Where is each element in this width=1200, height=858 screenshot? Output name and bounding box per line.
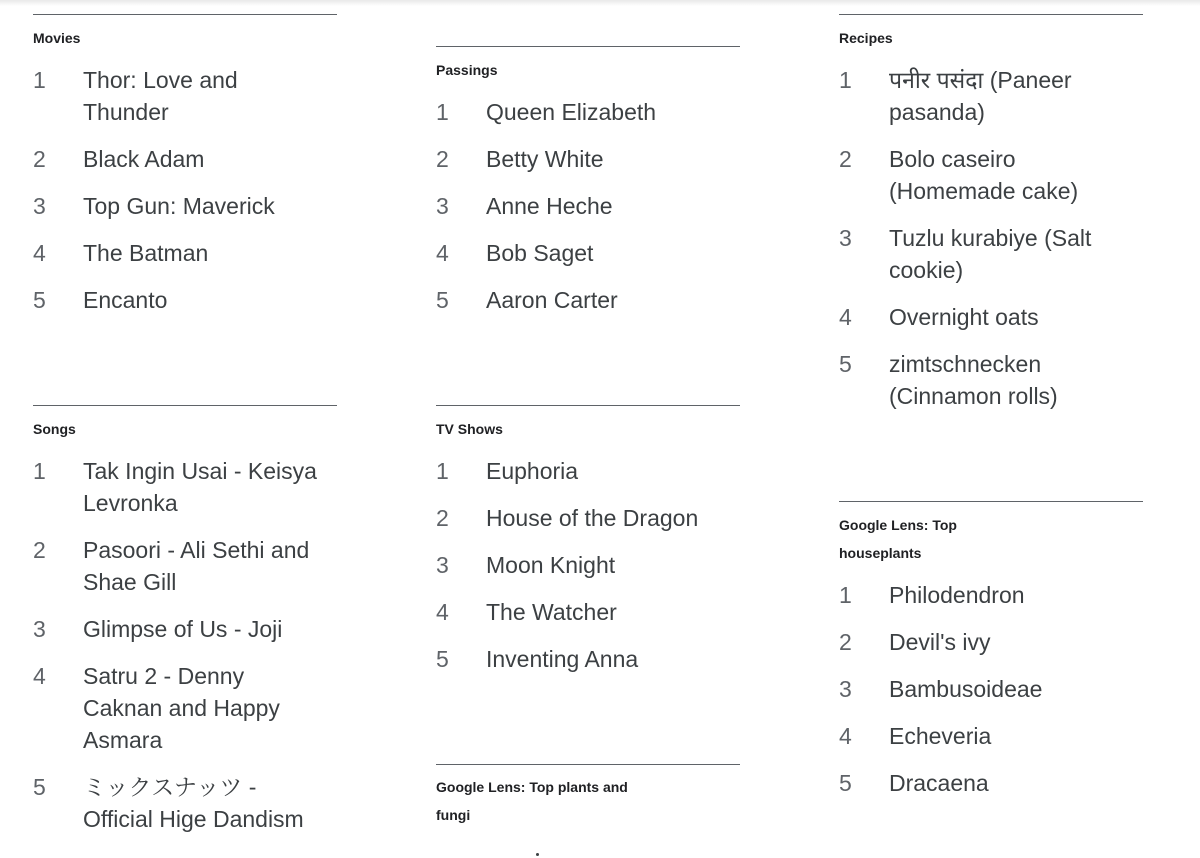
section-title: Movies <box>33 30 81 46</box>
list-item <box>839 348 1143 412</box>
section-divider <box>436 46 740 47</box>
item-name: The Batman <box>83 240 209 266</box>
movies-list <box>33 64 337 316</box>
section-divider <box>436 764 740 765</box>
list-item <box>436 237 740 269</box>
item-rank: 1 <box>436 458 449 484</box>
item-name: Betty White <box>486 146 604 172</box>
list-item <box>33 143 337 175</box>
item-name: Overnight oats <box>889 304 1039 330</box>
item-name: zimtschnecken (Cinnamon rolls) <box>889 351 1058 409</box>
section-title: Songs <box>33 421 76 437</box>
item-rank: 1 <box>839 582 852 608</box>
item-name: Bambusoideae <box>889 676 1043 702</box>
item-rank: 2 <box>33 537 46 563</box>
tv-shows-list <box>436 455 740 675</box>
movies-section <box>33 14 337 331</box>
list-item <box>436 190 740 222</box>
houseplants-list <box>839 579 1143 799</box>
item-rank: 2 <box>839 146 852 172</box>
item-name: Queen Elizabeth <box>486 99 657 125</box>
recipes-section <box>839 14 1143 427</box>
list-item <box>33 534 337 598</box>
section-title: TV Shows <box>436 421 503 437</box>
list-item <box>33 613 337 645</box>
list-item <box>436 284 740 316</box>
list-item <box>436 549 740 581</box>
list-item <box>33 455 337 519</box>
item-rank: 5 <box>33 287 46 313</box>
item-rank: 3 <box>33 616 46 642</box>
list-item <box>33 660 337 756</box>
item-rank: 5 <box>839 351 852 377</box>
list-item <box>839 143 1143 207</box>
item-rank: 3 <box>839 225 852 251</box>
item-rank: 3 <box>839 676 852 702</box>
item-rank: 1 <box>436 99 449 125</box>
item-rank: 3 <box>436 193 449 219</box>
songs-section <box>33 405 337 850</box>
item-rank: 4 <box>33 240 46 266</box>
item-name: House of the Dragon <box>486 505 699 531</box>
item-name: Anne Heche <box>486 193 613 219</box>
item-rank: 4 <box>436 599 449 625</box>
item-name: Dracaena <box>889 770 989 796</box>
section-divider <box>33 405 337 406</box>
item-name: Philodendron <box>889 582 1025 608</box>
tv-shows-section <box>436 405 740 690</box>
item-rank: 2 <box>436 146 449 172</box>
list-item <box>839 720 1143 752</box>
item-name: The Watcher <box>486 599 617 625</box>
item-rank: 1 <box>33 67 46 93</box>
item-name: ミックスナッツ - Official Hige Dandism <box>83 774 304 832</box>
list-item <box>33 64 337 128</box>
item-name: Bolo caseiro (Homemade cake) <box>889 146 1079 204</box>
list-item <box>33 237 337 269</box>
item-name: पनीर पसंदा (Paneer pasanda) <box>889 67 1072 125</box>
item-name: Inventing Anna <box>486 646 639 672</box>
item-rank: 4 <box>436 240 449 266</box>
item-name: Echeveria <box>889 723 992 749</box>
list-item <box>436 96 740 128</box>
item-rank: 3 <box>436 552 449 578</box>
list-item <box>436 143 740 175</box>
item-rank: 1 <box>33 458 46 484</box>
item-name: Black Adam <box>83 146 205 172</box>
list-item <box>839 767 1143 799</box>
lens-plants-fungi-section <box>436 764 740 829</box>
passings-section <box>436 46 740 331</box>
list-item <box>436 643 740 675</box>
section-title: Google Lens: Top houseplants <box>839 517 957 561</box>
list-item <box>436 502 740 534</box>
list-item <box>839 673 1143 705</box>
item-name: Tak Ingin Usai - Keisya Levronka <box>83 458 317 516</box>
list-item <box>436 455 740 487</box>
section-title: Passings <box>436 62 498 78</box>
item-name: Thor: Love and Thunder <box>83 67 238 125</box>
item-rank: 5 <box>436 287 449 313</box>
list-item <box>33 284 337 316</box>
section-divider <box>436 405 740 406</box>
list-item <box>839 579 1143 611</box>
list-item <box>33 190 337 222</box>
item-name: Pasoori - Ali Sethi and Shae Gill <box>83 537 310 595</box>
top-shadow <box>0 0 1200 6</box>
passings-list <box>436 96 740 316</box>
section-title: Google Lens: Top plants and fungi <box>436 779 628 823</box>
item-name: Bob Saget <box>486 240 594 266</box>
item-name: Devil's ivy <box>889 629 991 655</box>
item-rank: 4 <box>839 723 852 749</box>
item-name: Euphoria <box>486 458 579 484</box>
item-rank: 1 <box>839 67 852 93</box>
item-name: Top Gun: Maverick <box>83 193 275 219</box>
item-rank: 5 <box>33 774 46 800</box>
section-divider <box>33 14 337 15</box>
list-item <box>436 596 740 628</box>
lens-houseplants-section <box>839 501 1143 814</box>
songs-list <box>33 455 337 835</box>
item-name: Aaron Carter <box>486 287 618 313</box>
item-rank: 4 <box>839 304 852 330</box>
item-name: Satru 2 - Denny Caknan and Happy Asmara <box>83 663 280 753</box>
item-rank: 4 <box>33 663 46 689</box>
item-rank: 2 <box>839 629 852 655</box>
section-title: Recipes <box>839 30 893 46</box>
list-item <box>33 771 337 835</box>
list-item <box>839 626 1143 658</box>
item-rank: 5 <box>839 770 852 796</box>
section-divider <box>839 501 1143 502</box>
list-item <box>839 222 1143 286</box>
item-name: Encanto <box>83 287 168 313</box>
list-item <box>839 64 1143 128</box>
recipes-list <box>839 64 1143 412</box>
item-rank: 3 <box>33 193 46 219</box>
item-name: Moon Knight <box>486 552 616 578</box>
section-divider <box>839 14 1143 15</box>
item-rank: 5 <box>436 646 449 672</box>
bottom-dot <box>536 853 539 856</box>
item-rank: 2 <box>33 146 46 172</box>
item-name: Tuzlu kurabiye (Salt cookie) <box>889 225 1092 283</box>
item-rank: 2 <box>436 505 449 531</box>
item-name: Glimpse of Us - Joji <box>83 616 283 642</box>
list-item <box>839 301 1143 333</box>
